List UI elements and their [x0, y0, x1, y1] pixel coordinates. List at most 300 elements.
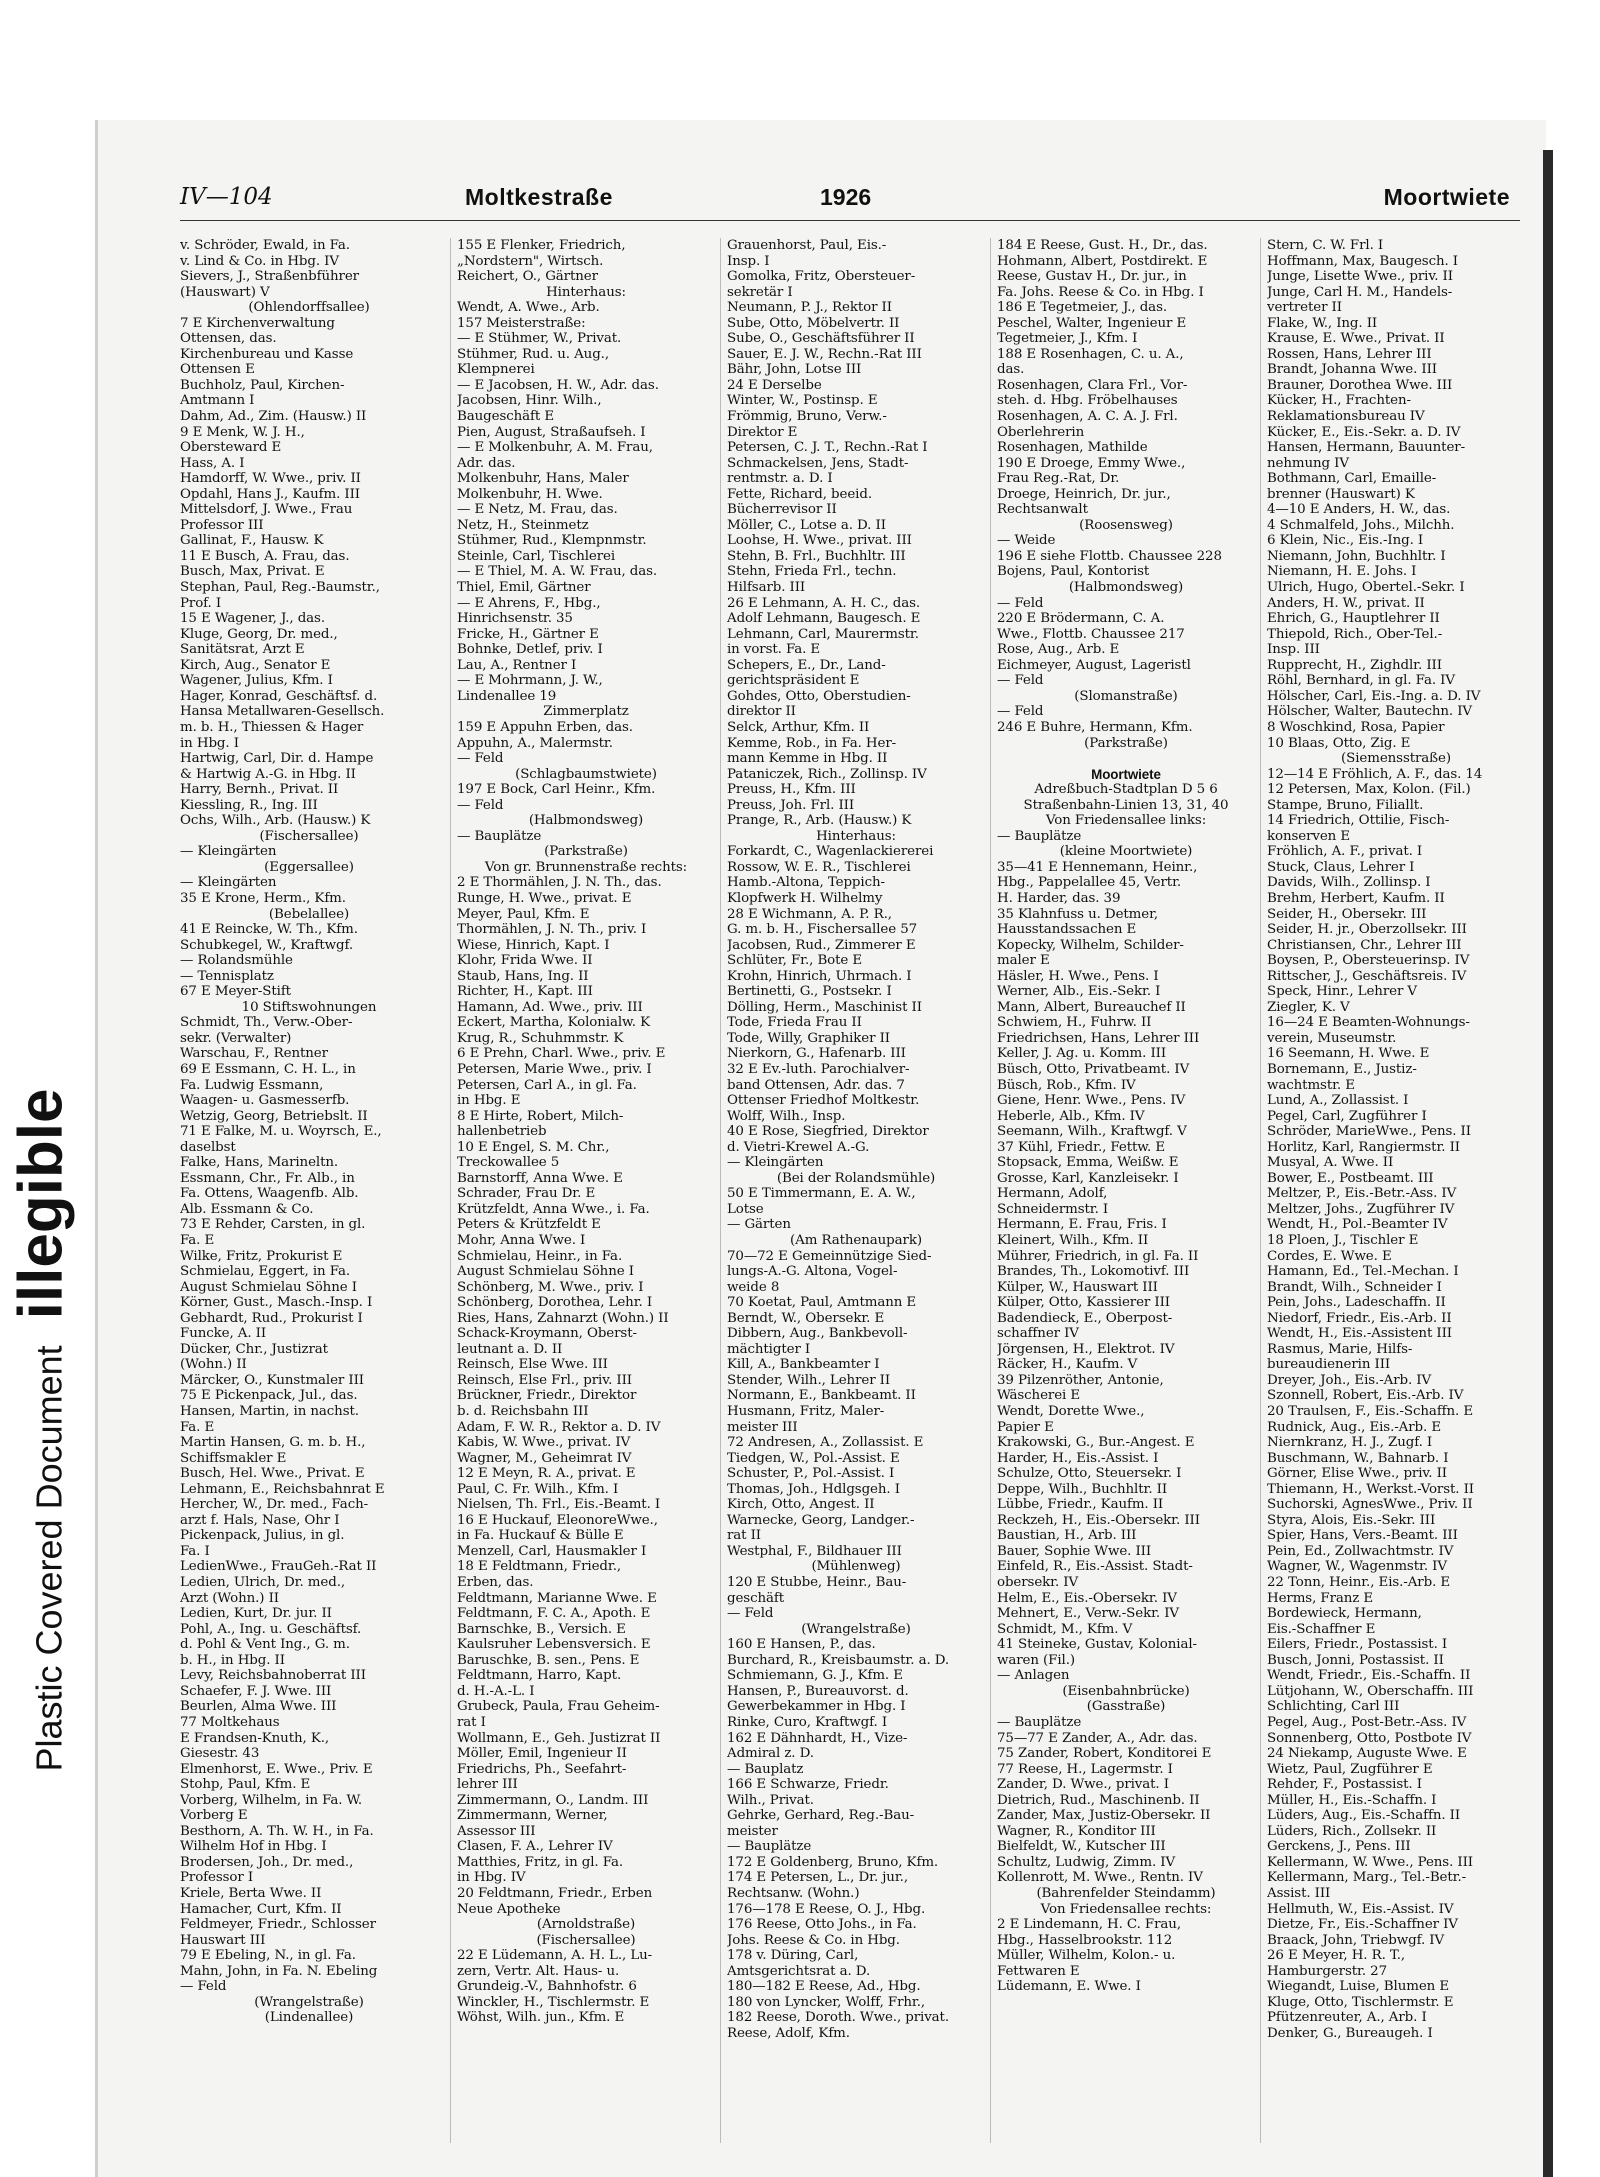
directory-entry-line: Musyal, A. Wwe. II: [1267, 1155, 1394, 1171]
directory-entry-line: Schmackelsen, Jens, Stadt-: [727, 455, 909, 471]
directory-entry-line: Hausstandssachen E: [997, 922, 1137, 938]
directory-entry-line: Lund, A., Zollassist. I: [1267, 1093, 1409, 1109]
directory-entry-line: Kemme, Rob., in Fa. Her-: [727, 735, 897, 751]
directory-entry-line: Hölscher, Walter, Bautechn. IV: [1267, 704, 1472, 720]
directory-entry-line: 77 Moltkehaus: [180, 1714, 280, 1730]
directory-entry-line: Kopecky, Wilhelm, Schilder-: [997, 937, 1184, 953]
directory-entry-line: Busch, Jonni, Postassist. II: [1267, 1652, 1444, 1668]
directory-entry-line: 22 E Lüdemann, A. H. L., Lu-: [457, 1948, 653, 1964]
directory-entry-line: Berndt, W., Obersekr. E: [727, 1310, 885, 1326]
directory-entry-line: — Feld: [997, 595, 1044, 611]
directory-entry-line: 41 Steineke, Gustav, Kolonial-: [997, 1637, 1197, 1653]
directory-entry-line: 10 Blaas, Otto, Zig. E: [1267, 735, 1411, 751]
directory-entry-line: Eichmeyer, August, Lageristl: [997, 657, 1191, 673]
directory-entry-line: 20 Traulsen, F., Eis.-Schaffn. E: [1267, 1404, 1474, 1420]
directory-entry-line: — E Thiel, M. A. W. Frau, das.: [457, 564, 658, 580]
directory-entry-line: (Eisenbahnbrücke): [1062, 1683, 1190, 1699]
directory-entry-line: August Schmielau Söhne I: [457, 1264, 634, 1280]
directory-entry-line: Pohl, A., Ing. u. Geschäftsf.: [180, 1621, 362, 1637]
directory-entry-line: Pein, Ed., Zollwachtmstr. IV: [1267, 1543, 1454, 1559]
directory-entry-line: Schönberg, M. Wwe., priv. I: [457, 1279, 644, 1295]
directory-entry-line: Fa. Ludwig Essmann,: [180, 1077, 324, 1093]
directory-entry-line: Stopsack, Emma, Weißw. E: [997, 1155, 1179, 1171]
directory-entry-line: Ries, Hans, Zahnarzt (Wohn.) II: [457, 1310, 669, 1326]
directory-entry-line: Schack-Kroymann, Oberst-: [457, 1326, 637, 1342]
directory-entry-line: 166 E Schwarze, Friedr.: [727, 1777, 889, 1793]
directory-entry-line: waren (Fil.): [997, 1652, 1076, 1668]
directory-entry-line: Barnschke, B., Versich. E: [457, 1621, 626, 1637]
directory-entry-line: Nierkorn, G., Hafenarb. III: [727, 1046, 906, 1062]
directory-entry-line: Funcke, A. II: [180, 1326, 267, 1342]
directory-entry-line: Brauner, Dorothea Wwe. III: [1267, 377, 1453, 393]
directory-entry-line: Dreyer, Joh., Eis.-Arb. IV: [1267, 1372, 1432, 1388]
directory-entry-line: Büsch, Otto, Privatbeamt. IV: [997, 1061, 1190, 1077]
directory-entry-line: Stohp, Paul, Kfm. E: [180, 1777, 311, 1793]
directory-entry-line: 197 E Bock, Carl Heinr., Kfm.: [457, 782, 656, 798]
directory-entry-line: Harry, Bernh., Privat. II: [180, 782, 339, 798]
directory-entry-line: Schiffsmakler E: [180, 1450, 287, 1466]
directory-entry-line: — Kleingärten: [727, 1155, 824, 1171]
directory-entry-line: Pien, August, Straßaufseh. I: [457, 424, 646, 440]
directory-entry-line: Fettwaren E: [997, 1963, 1080, 1979]
directory-entry-line: (Wrangelstraße): [254, 1994, 364, 2010]
directory-entry-line: Wagener, Julius, Kfm. I: [180, 673, 333, 689]
directory-entry-line: Kellermann, W. Wwe., Pens. III: [1267, 1854, 1473, 1870]
directory-entry-line: 14 Friedrich, Ottilie, Fisch-: [1267, 813, 1450, 829]
directory-entry-line: Cordes, E. Wwe. E: [1267, 1248, 1392, 1264]
directory-entry-line: Erben, das.: [457, 1575, 534, 1591]
directory-entry-line: 75—77 E Zander, A., Adr. das.: [997, 1730, 1198, 1746]
directory-entry-line: (Wohn.) II: [180, 1357, 247, 1373]
directory-entry-line: — E Ahrens, F., Hbg.,: [457, 595, 601, 611]
directory-entry-line: Waagen- u. Gasmesserfb.: [180, 1093, 350, 1109]
directory-entry-line: Giesestr. 43: [180, 1746, 260, 1762]
directory-entry-line: Braack, John, Triebwgf. IV: [1267, 1932, 1445, 1948]
directory-entry-line: Wiegandt, Luise, Blumen E: [1267, 1979, 1450, 1995]
directory-entry-line: Wietz, Paul, Zugführer E: [1267, 1761, 1433, 1777]
directory-entry-line: (Hauswart) V: [180, 284, 270, 300]
directory-entry-line: Hamb.-Altona, Teppich-: [727, 875, 885, 891]
directory-entry-line: (Schlagbaumstwiete): [515, 766, 657, 782]
directory-entry-line: Schwiem, H., Fuhrw. II: [997, 1015, 1152, 1031]
directory-entry-line: 176—178 E Reese, O. J., Hbg.: [727, 1901, 926, 1917]
directory-entry-line: 246 E Buhre, Hermann, Kfm.: [997, 719, 1193, 735]
directory-entry-line: Schmidt, M., Kfm. V: [997, 1621, 1133, 1637]
directory-entry-line: (Parkstraße): [1084, 735, 1168, 751]
directory-column-5: [1260, 238, 1525, 2143]
directory-entry-line: — Bauplätze: [997, 1714, 1082, 1730]
directory-entry-line: Pein, Johs., Ladeschaffn. II: [1267, 1295, 1446, 1311]
directory-entry-line: 12 Petersen, Max, Kolon. (Fil.): [1267, 782, 1471, 798]
directory-entry-line: 22 Tonn, Heinr., Eis.-Arb. E: [1267, 1575, 1451, 1591]
directory-entry-line: Rehder, F., Postassist. I: [1267, 1777, 1422, 1793]
directory-entry-line: 26 E Lehmann, A. H. C., das.: [727, 595, 921, 611]
directory-entry-line: Dietze, Fr., Eis.-Schaffner IV: [1267, 1917, 1458, 1933]
directory-entry-line: Meltzer, P., Eis.-Betr.-Ass. IV: [1267, 1186, 1457, 1202]
directory-entry-line: 39 Pilzenröther, Antonie,: [997, 1372, 1164, 1388]
directory-entry-line: Davids, Wilh., Zollinsp. I: [1267, 875, 1431, 891]
directory-entry-line: in Hbg. E: [457, 1093, 521, 1109]
directory-entry-line: Insp. III: [1267, 642, 1320, 658]
directory-entry-line: Bornemann, E., Justiz-: [1267, 1061, 1417, 1077]
directory-entry-line: band Ottensen, Adr. das. 7: [727, 1077, 905, 1093]
directory-entry-line: Wilh., Privat.: [727, 1792, 814, 1808]
directory-entry-line: Bertinetti, G., Postsekr. I: [727, 984, 892, 1000]
directory-entry-line: Reese, Gustav H., Dr. jur., in: [997, 269, 1187, 285]
directory-entry-line: 184 E Reese, Gust. H., Dr., das.: [997, 238, 1208, 253]
directory-entry-line: Petersen, Carl A., in gl. Fa.: [457, 1077, 637, 1093]
directory-entry-line: b. d. Reichsbahn III: [457, 1404, 589, 1420]
directory-entry-line: Styra, Alois, Eis.-Sekr. III: [1267, 1512, 1436, 1528]
directory-entry-line: Bohnke, Detlef, priv. I: [457, 642, 603, 658]
directory-entry-line: Besthorn, A. Th. W. H., in Fa.: [180, 1823, 374, 1839]
directory-entry-line: hallenbetrieb: [457, 1124, 547, 1140]
directory-entry-line: Bücherrevisor II: [727, 502, 837, 518]
directory-entry-line: weide 8: [727, 1279, 780, 1295]
directory-entry-line: Ziegler, K. V: [1267, 999, 1350, 1015]
directory-entry-line: 172 E Goldenberg, Bruno, Kfm.: [727, 1854, 939, 1870]
directory-entry-line: 180 von Lyncker, Wolff, Frhr.,: [727, 1994, 926, 2010]
directory-entry-line: Häsler, H. Wwe., Pens. I: [997, 968, 1159, 984]
directory-entry-line: Busch, Max, Privat. E: [180, 564, 325, 580]
directory-entry-line: (Eggersallee): [264, 859, 354, 875]
directory-entry-line: Rosenhagen, A. C. A. J. Frl.: [997, 409, 1178, 425]
directory-entry-line: Körner, Gust., Masch.-Insp. I: [180, 1295, 373, 1311]
directory-entry-line: Hermann, E. Frau, Fris. I: [997, 1217, 1167, 1233]
directory-entry-line: Von Friedensallee links:: [1045, 813, 1207, 829]
directory-entry-line: Rechtsanwalt: [997, 502, 1088, 518]
directory-entry-line: Beurlen, Alma Wwe. III: [180, 1699, 337, 1715]
directory-entry-line: Netz, H., Steinmetz: [457, 517, 589, 533]
directory-entry-line: Schultz, Ludwig, Zimm. IV: [997, 1854, 1176, 1870]
directory-entry-line: Schulze, Otto, Steuersekr. I: [997, 1466, 1182, 1482]
directory-entry-line: Klopfwerk H. Wilhelmy: [727, 890, 883, 906]
directory-entry-line: 7 E Kirchenverwaltung: [180, 315, 335, 331]
directory-entry-line: Niedorf, Friedr., Eis.-Arb. II: [1267, 1310, 1452, 1326]
directory-entry-line: 32 E Ev.-luth. Parochialver-: [727, 1061, 910, 1077]
directory-entry-line: d. H.-A.-L. I: [457, 1683, 535, 1699]
directory-entry-line: Johs. Reese & Co. in Hbg.: [727, 1932, 900, 1948]
directory-entry-line: Müller, Wilhelm, Kolon.- u.: [997, 1948, 1176, 1964]
directory-entry-line: Tegetmeier, J., Kfm. I: [997, 331, 1138, 347]
directory-entry-line: 75 Zander, Robert, Konditorei E: [997, 1746, 1212, 1762]
directory-entry-line: 9 E Menk, W. J. H.,: [180, 424, 305, 440]
directory-entry-line: Oberlehrerin: [997, 424, 1085, 440]
directory-entry-line: Adam, F. W. R., Rektor a. D. IV: [457, 1419, 661, 1435]
directory-entry-line: Direktor E: [727, 424, 798, 440]
directory-entry-line: 16 Seemann, H. Wwe. E: [1267, 1046, 1430, 1062]
directory-entry-line: Busch, Hel. Wwe., Privat. E: [180, 1466, 365, 1482]
directory-entry-line: Krohn, Hinrich, Uhrmach. I: [727, 968, 912, 984]
directory-entry-line: Von Friedensallee rechts:: [1040, 1901, 1212, 1917]
directory-entry-line: Lüdemann, E. Wwe. I: [997, 1979, 1141, 1995]
directory-entry-line: — E Mohrmann, J. W.,: [457, 673, 603, 689]
directory-entry-line: Rossow, W. E. R., Tischlerei: [727, 859, 911, 875]
directory-entry-line: rat I: [457, 1714, 486, 1730]
directory-entry-line: Levy, Reichsbahnoberrat III: [180, 1668, 366, 1684]
directory-entry-line: Schlichting, Carl III: [1267, 1699, 1400, 1715]
directory-entry-line: Szonnell, Robert, Eis.-Arb. IV: [1267, 1388, 1464, 1404]
directory-entry-line: Hamann, Ad. Wwe., priv. III: [457, 999, 643, 1015]
directory-entry-line: Müller, H., Eis.-Schaffn. I: [1267, 1792, 1437, 1808]
directory-entry-line: Giene, Henr. Wwe., Pens. IV: [997, 1093, 1186, 1109]
directory-entry-line: Pegel, Aug., Post-Betr.-Ass. IV: [1267, 1714, 1467, 1730]
directory-entry-line: Schmiemann, G. J., Kfm. E: [727, 1668, 903, 1684]
directory-entry-line: Einfeld, R., Eis.-Assist. Stadt-: [997, 1559, 1193, 1575]
directory-entry-line: Straßenbahn-Linien 13, 31, 40: [1023, 797, 1229, 813]
directory-entry-line: daselbst: [180, 1139, 236, 1155]
directory-entry-line: 4—10 E Anders, H. W., das.: [1267, 502, 1451, 518]
directory-entry-line: Stephan, Paul, Reg.-Baumstr.,: [180, 580, 380, 596]
directory-entry-line: Matthies, Fritz, in gl. Fa.: [457, 1854, 624, 1870]
directory-entry-line: Bower, E., Postbeamt. III: [1267, 1170, 1434, 1186]
directory-entry-line: Runge, H. Wwe., privat. E: [457, 890, 632, 906]
directory-entry-line: — Bauplätze: [997, 828, 1082, 844]
directory-entry-line: (Arnoldstraße): [536, 1917, 636, 1933]
directory-entry-line: (Halbmondsweg): [528, 813, 644, 829]
directory-entry-line: 35—41 E Hennemann, Heinr.,: [997, 859, 1198, 875]
directory-entry-line: 79 E Ebeling, N., in gl. Fa.: [180, 1948, 356, 1964]
directory-entry-line: Krakowski, G., Bur.-Angest. E: [997, 1435, 1195, 1451]
directory-entry-line: 67 E Meyer-Stift: [180, 984, 291, 1000]
directory-entry-line: Fa. I: [180, 1543, 210, 1559]
directory-entry-line: 50 E Timmermann, E. A. W.,: [727, 1186, 916, 1202]
directory-entry-line: Gewerbekammer in Hbg. I: [727, 1699, 906, 1715]
directory-entry-line: 71 E Falke, M. u. Woyrsch, E.,: [180, 1124, 382, 1140]
directory-entry-line: — Feld: [727, 1606, 774, 1622]
directory-columns: [180, 238, 1525, 2148]
directory-entry-line: Sube, O., Geschäftsführer II: [727, 331, 915, 347]
directory-entry-line: Arzt (Wohn.) II: [180, 1590, 279, 1606]
directory-entry-line: Rossen, Hans, Lehrer III: [1267, 346, 1432, 362]
directory-entry-line: Bähr, John, Lotse III: [727, 362, 862, 378]
directory-entry-line: Ottensen, das.: [180, 331, 277, 347]
directory-entry-line: 159 E Appuhn Erben, das.: [457, 719, 633, 735]
directory-entry-line: Kücker, E., Eis.-Sekr. a. D. IV: [1267, 424, 1461, 440]
directory-entry-line: — Feld: [997, 673, 1044, 689]
directory-column-4: [990, 238, 1255, 2143]
directory-entry-line: Pataniczek, Rich., Zollinsp. IV: [727, 766, 927, 782]
directory-entry-line: Richter, H., Kapt. III: [457, 984, 593, 1000]
directory-entry-line: Rupprecht, H., Zighdlr. III: [1267, 657, 1442, 673]
directory-entry-line: (Bahrenfelder Steindamm): [1036, 1885, 1216, 1901]
directory-entry-line: Friedrichsen, Hans, Lehrer III: [997, 1030, 1200, 1046]
directory-entry-line: Heberle, Alb., Kfm. IV: [997, 1108, 1145, 1124]
directory-entry-line: 18 E Feldtmann, Friedr.,: [457, 1559, 622, 1575]
directory-entry-line: Rosenhagen, Clara Frl., Vor-: [997, 377, 1188, 393]
directory-entry-line: Wilke, Fritz, Prokurist E: [180, 1248, 343, 1264]
directory-entry-line: Baruschke, B. sen., Pens. E: [457, 1652, 640, 1668]
directory-entry-line: Gebhardt, Rud., Prokurist I: [180, 1310, 363, 1326]
directory-entry-line: Ochs, Wilh., Arb. (Hausw.) K: [180, 813, 371, 829]
directory-entry-line: Junge, Lisette Wwe., priv. II: [1267, 269, 1453, 285]
directory-entry-line: Droege, Heinrich, Dr. jur.,: [997, 486, 1171, 502]
directory-entry-line: Thomas, Joh., Hdlgsgeh. I: [727, 1481, 900, 1497]
directory-entry-line: nehmung IV: [1267, 455, 1349, 471]
directory-entry-line: Görner, Elise Wwe., priv. II: [1267, 1466, 1447, 1482]
directory-entry-line: in Hbg. IV: [457, 1870, 526, 1886]
directory-entry-line: — Feld: [457, 797, 504, 813]
directory-entry-line: Hager, Konrad, Geschäftsf. d.: [180, 688, 378, 704]
directory-entry-line: Adreßbuch-Stadtplan D 5 6: [1034, 782, 1218, 798]
directory-entry-line: Schröder, MarieWwe., Pens. II: [1267, 1124, 1471, 1140]
directory-entry-line: Hinterhaus:: [546, 284, 626, 300]
directory-entry-line: Adr. das.: [457, 455, 516, 471]
directory-entry-line: Lüders, Aug., Eis.-Schaffn. II: [1267, 1808, 1461, 1824]
directory-entry-line: Grundeig.-V., Bahnhofstr. 6: [457, 1979, 637, 1995]
directory-entry-line: Selck, Arthur, Kfm. II: [727, 719, 870, 735]
directory-entry-line: 20 Feldtmann, Friedr., Erben: [457, 1885, 653, 1901]
directory-entry-line: zern, Vertr. Alt. Haus- u.: [457, 1963, 620, 1979]
directory-entry-line: 15 E Wagener, J., das.: [180, 611, 325, 627]
directory-entry-line: konserven E: [1267, 828, 1351, 844]
directory-entry-line: 75 E Pickenpack, Jul., das.: [180, 1388, 358, 1404]
directory-entry-line: Wendt, A. Wwe., Arb.: [457, 300, 600, 316]
directory-entry-line: 8 Woschkind, Rosa, Papier: [1267, 719, 1445, 735]
directory-entry-line: Husmann, Fritz, Maler-: [727, 1404, 885, 1420]
directory-entry-line: 8 E Hirte, Robert, Milch-: [457, 1108, 624, 1124]
directory-entry-line: Hansen, Martin, in nachst.: [180, 1404, 359, 1420]
directory-entry-line: (kleine Moortwiete): [1059, 844, 1193, 860]
directory-entry-line: Reinsch, Else Wwe. III: [457, 1357, 608, 1373]
directory-entry-line: mächtigter I: [727, 1341, 811, 1357]
directory-entry-line: arzt f. Hals, Nase, Ohr I: [180, 1512, 340, 1528]
directory-entry-line: 72 Andresen, A., Zollassist. E: [727, 1435, 924, 1451]
directory-entry-line: 40 E Rose, Siegfried, Direktor: [727, 1124, 929, 1140]
directory-entry-line: — Bauplatz: [727, 1761, 804, 1777]
directory-entry-line: Rittscher, J., Geschäftsreis. IV: [1267, 968, 1467, 984]
directory-entry-line: Hansa Metallwaren-Gesellsch.: [180, 704, 385, 720]
directory-entry-line: Clasen, F. A., Lehrer IV: [457, 1839, 613, 1855]
directory-entry-line: Sube, Otto, Möbelvertr. II: [727, 315, 900, 331]
directory-entry-line: Hartwig, Carl, Dir. d. Hampe: [180, 751, 374, 767]
directory-entry-line: Brodersen, Joh., Dr. med.,: [180, 1854, 354, 1870]
left-street-heading: Moltkestraße: [465, 184, 613, 210]
directory-entry-line: (Wrangelstraße): [801, 1621, 911, 1637]
directory-entry-line: Zimmerplatz: [543, 704, 629, 720]
directory-entry-line: Stender, Wilh., Lehrer II: [727, 1372, 891, 1388]
directory-entry-line: 41 E Reincke, W. Th., Kfm.: [180, 922, 358, 938]
directory-entry-line: Nielsen, Th. Frl., Eis.-Beamt. I: [457, 1497, 661, 1513]
directory-entry-line: 70 Koetat, Paul, Amtmann E: [727, 1295, 917, 1311]
directory-entry-line: Admiral z. D.: [727, 1746, 814, 1762]
directory-entry-line: Eckert, Martha, Kolonialw. K: [457, 1015, 651, 1031]
directory-entry-line: Märcker, O., Kunstmaler III: [180, 1372, 364, 1388]
directory-entry-line: 178 v. Düring, Carl,: [727, 1948, 859, 1964]
directory-entry-line: Winckler, H., Tischlermstr. E: [457, 1994, 650, 2010]
directory-entry-line: Preuss, H., Kfm. III: [727, 782, 856, 798]
directory-entry-line: E Frandsen-Knuth, K.,: [180, 1730, 330, 1746]
directory-entry-line: Insp. I: [727, 253, 770, 269]
directory-entry-line: Hansen, P., Bureauvorst. d.: [727, 1683, 909, 1699]
directory-entry-line: Wagner, W., Wagenmstr. IV: [1267, 1559, 1447, 1575]
directory-entry-line: H. Harder, das. 39: [997, 890, 1121, 906]
directory-entry-line: Wagner, R., Konditor III: [997, 1823, 1156, 1839]
directory-entry-line: Tode, Frieda Frau II: [727, 1015, 862, 1031]
directory-entry-line: 12 E Meyn, R. A., privat. E: [457, 1466, 636, 1482]
directory-entry-line: (Bebelallee): [268, 906, 350, 922]
directory-entry-line: 16 E Huckauf, EleonoreWwe.,: [457, 1512, 658, 1528]
directory-entry-line: Ottensen E: [180, 362, 255, 378]
directory-entry-line: Meltzer, Johs., Zugführer IV: [1267, 1201, 1455, 1217]
directory-entry-line: steh. d. Hbg. Fröbelhauses: [997, 393, 1178, 409]
directory-entry-line: Von gr. Brunnenstraße rechts:: [484, 859, 688, 875]
directory-entry-line: 69 E Essmann, C. H. L., in: [180, 1061, 356, 1077]
directory-entry-line: Zander, D. Wwe., privat. I: [997, 1777, 1169, 1793]
directory-entry-line: Brandt, Wilh., Schneider I: [1267, 1279, 1442, 1295]
directory-entry-line: Bothmann, Carl, Emaille-: [1267, 471, 1437, 487]
directory-entry-line: 162 E Dähnhardt, H., Vize-: [727, 1730, 908, 1746]
directory-entry-line: (Halbmondsweg): [1068, 580, 1184, 596]
directory-entry-line: Falke, Hans, Marineltn.: [180, 1155, 339, 1171]
directory-entry-line: Appuhn, A., Malermstr.: [457, 735, 613, 751]
directory-entry-line: Eis.-Schaffner E: [1267, 1621, 1376, 1637]
directory-entry-line: Wilhelm Hof in Hbg. I: [180, 1839, 327, 1855]
directory-entry-line: Harder, H., Eis.-Assist. I: [997, 1450, 1159, 1466]
directory-entry-line: Barnstorff, Anna Wwe. E: [457, 1170, 623, 1186]
directory-entry-line: sekr. (Verwalter): [180, 1030, 292, 1046]
directory-entry-line: Reichert, O., Gärtner: [457, 269, 598, 285]
directory-entry-line: Stühmer, Rud. u. Aug.,: [457, 346, 609, 362]
directory-entry-line: 18 Ploen, J., Tischler E: [1267, 1233, 1419, 1248]
directory-entry-line: 28 E Wichmann, A. P. R.,: [727, 906, 892, 922]
directory-entry-line: Mittelsdorf, J. Wwe., Frau: [180, 502, 353, 518]
directory-entry-line: Krug, R., Schuhmmstr. K: [457, 1030, 624, 1046]
directory-entry-line: Külper, W., Hauswart III: [997, 1279, 1158, 1295]
directory-entry-line: Hansen, Hermann, Bauunter-: [1267, 440, 1465, 456]
directory-entry-line: Jacobsen, Hinr. Wilh.,: [457, 393, 602, 409]
directory-entry-line: Kriele, Berta Wwe. II: [180, 1885, 322, 1901]
directory-entry-line: Dahm, Ad., Zim. (Hausw.) II: [180, 409, 367, 425]
directory-entry-line: Frömmig, Bruno, Verw.-: [727, 409, 887, 425]
directory-entry-line: 188 E Rosenhagen, C. u. A.,: [997, 346, 1184, 362]
directory-entry-line: Assessor III: [457, 1823, 536, 1839]
directory-entry-line: in Hbg. I: [180, 735, 239, 751]
directory-entry-line: Tode, Willy, Graphiker II: [727, 1030, 890, 1046]
directory-entry-line: Elmenhorst, E. Wwe., Priv. E: [180, 1761, 373, 1777]
directory-entry-line: Gallinat, F., Hausw. K: [180, 533, 324, 549]
directory-entry-line: Kiessling, R., Ing. III: [180, 797, 318, 813]
directory-entry-line: (Roosensweg): [1079, 517, 1173, 533]
directory-entry-line: Kill, A., Bankbeamter I: [727, 1357, 880, 1373]
directory-entry-line: das.: [997, 362, 1025, 378]
directory-entry-line: Denker, G., Bureaugeh. I: [1267, 2025, 1433, 2041]
directory-entry-line: meister III: [727, 1419, 798, 1435]
directory-entry-line: Schmidt, Th., Verw.-Ober-: [180, 1015, 353, 1031]
directory-entry-line: Seider, H., Obersekr. III: [1267, 906, 1427, 922]
directory-entry-line: Reklamationsbureau IV: [1267, 409, 1425, 425]
directory-entry-line: maler E: [997, 953, 1050, 969]
directory-entry-line: in vorst. Fa. E: [727, 642, 821, 658]
directory-entry-line: Wendt, H., Eis.-Assistent III: [1267, 1326, 1452, 1342]
directory-entry-line: Fröhlich, A. F., privat. I: [1267, 844, 1423, 860]
directory-entry-line: 186 E Tegetmeier, J., das.: [997, 300, 1167, 316]
side-label-prefix: Plastic Covered Document: [28, 1345, 70, 1772]
directory-entry-line: Rudnick, Aug., Eis.-Arb. E: [1267, 1419, 1441, 1435]
directory-entry-line: 10 Stiftswohnungen: [241, 999, 377, 1015]
directory-entry-line: Frau Reg.-Rat, Dr.: [997, 471, 1120, 487]
directory-entry-line: Lütjohann, W., Oberschaffn. III: [1267, 1683, 1474, 1699]
directory-entry-line: Forkardt, C., Wagenlackiererei: [727, 844, 934, 860]
directory-entry-line: — Tennisplatz: [180, 968, 274, 984]
directory-entry-line: Fa. Ottens, Waagenfb. Alb.: [180, 1186, 359, 1202]
directory-entry-line: 35 E Krone, Herm., Kfm.: [180, 890, 346, 906]
directory-entry-line: (Ohlendorffsallee): [248, 300, 370, 316]
directory-entry-line: Kaulsruher Lebensversich. E: [457, 1637, 651, 1653]
directory-entry-line: Bauer, Sophie Wwe. III: [997, 1543, 1152, 1559]
directory-entry-line: Hbg., Pappelallee 45, Vertr.: [997, 875, 1182, 891]
directory-entry-line: Ledien, Kurt, Dr. jur. II: [180, 1606, 332, 1622]
